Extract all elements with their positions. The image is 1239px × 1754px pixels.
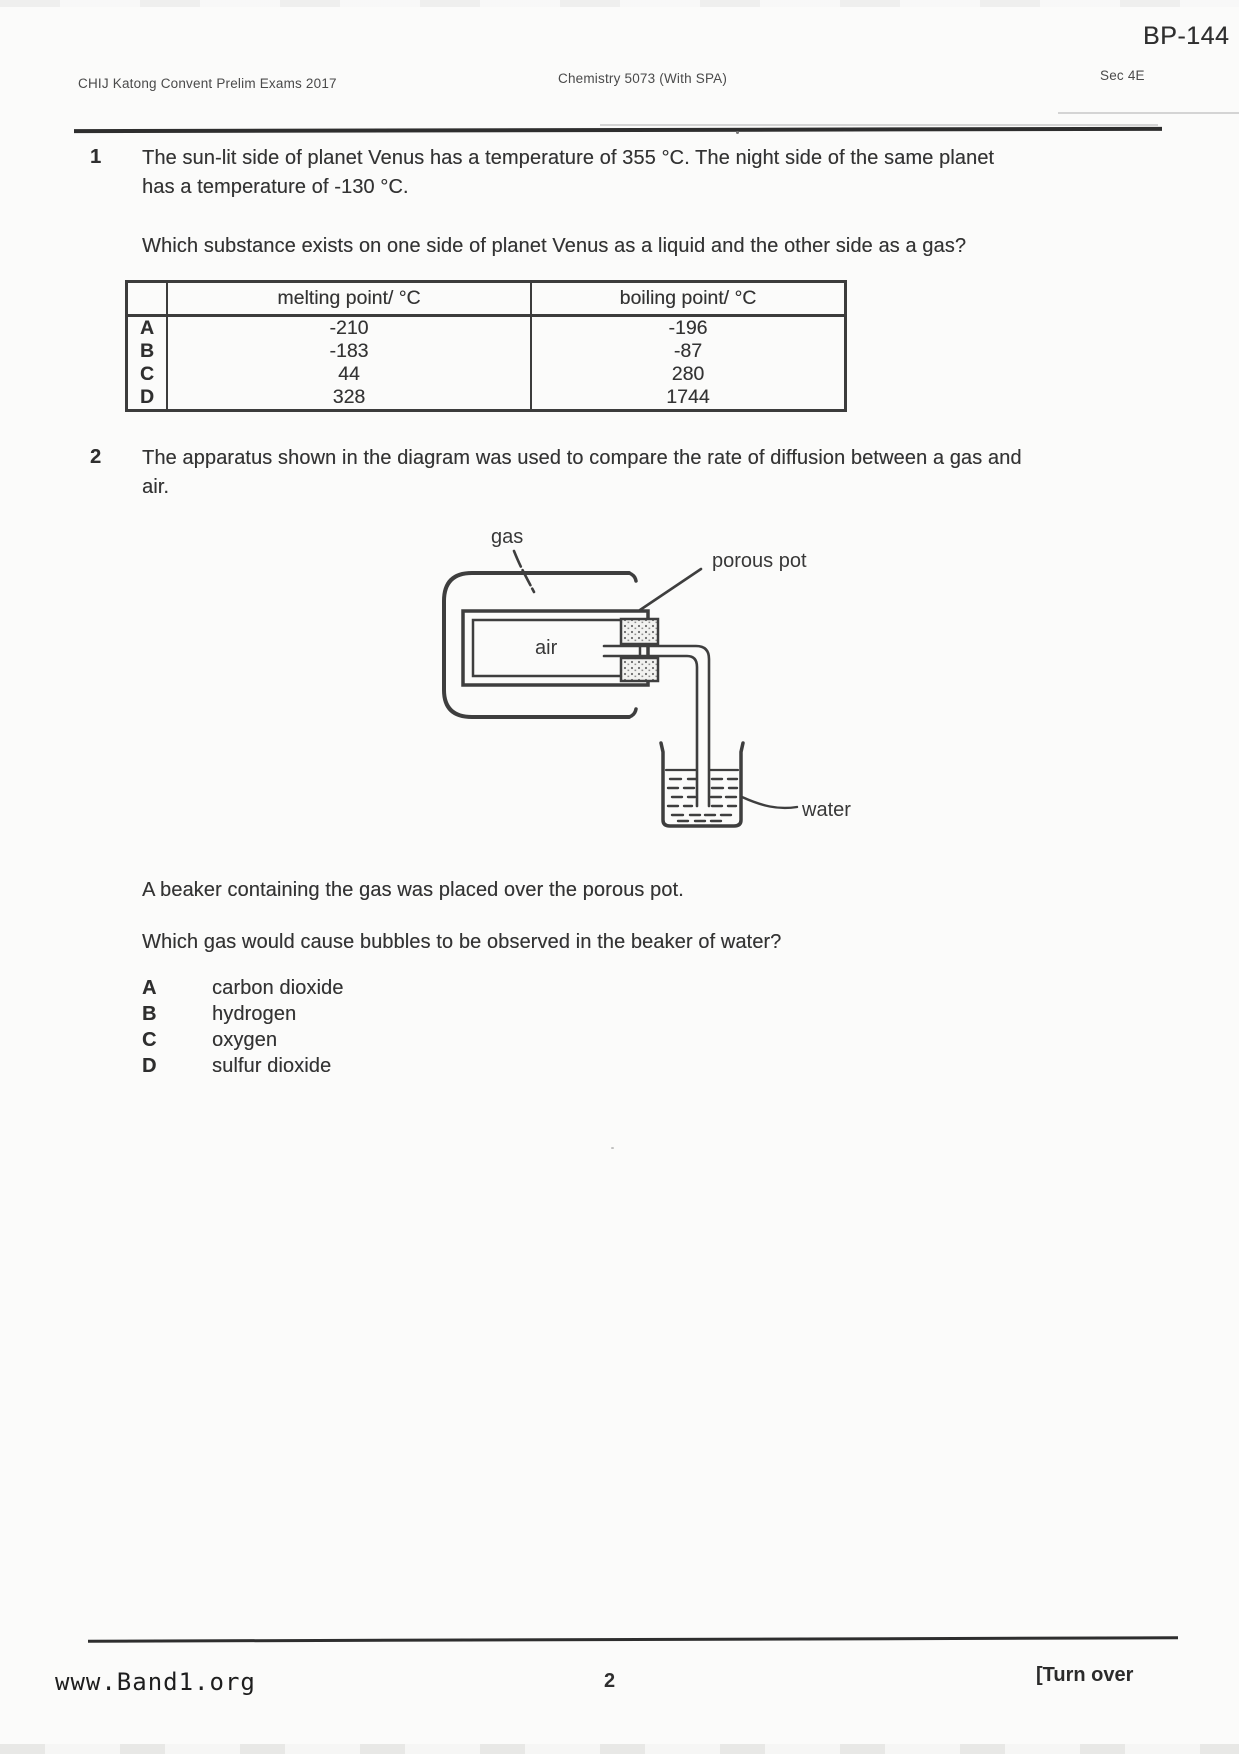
row-label: C: [139, 363, 155, 385]
page-number: 2: [604, 1670, 616, 1692]
option-row: [142, 1052, 157, 1081]
table-row: [127, 316, 846, 341]
porous-pot-label: porous pot: [712, 550, 807, 572]
q2-prompt: Which gas would cause bubbles to be observed in the beaker of water?: [142, 931, 782, 953]
option-text: carbon dioxide: [212, 977, 344, 999]
option-row: [142, 974, 157, 1003]
header-rule-echo2: [600, 124, 1158, 126]
apparatus-diagram: [420, 512, 880, 847]
header-rule-echo: [1058, 112, 1239, 114]
gas-jar-lip-top: [629, 573, 636, 581]
option-letter: A: [142, 977, 157, 999]
footer-rule: [88, 1636, 1178, 1642]
boiling-value: 280: [531, 363, 846, 386]
header-school: CHIJ Katong Convent Prelim Exams 2017: [78, 76, 337, 91]
option-row: [142, 1000, 157, 1029]
melting-value: 328: [167, 386, 531, 411]
option-letter: C: [142, 1029, 157, 1051]
table-row: [127, 386, 846, 411]
gas-jar-lip-bottom: [629, 709, 636, 717]
melting-value: 44: [167, 363, 531, 386]
stray-mark: [736, 131, 739, 134]
q1-text: [142, 144, 1142, 202]
q2-text-line2: air.: [142, 476, 170, 498]
porous-pot-pointer-line: [640, 569, 701, 610]
q1-text-line1: The sun-lit side of planet Venus has a temperature of 355 °C. The night side of the same planet: [142, 147, 995, 169]
turn-over-note: [Turn over: [1036, 1664, 1134, 1686]
table-header-blank: [127, 282, 168, 316]
header-subject: Chemistry 5073 (With SPA): [558, 71, 728, 86]
option-text: hydrogen: [212, 1003, 297, 1025]
melting-value: -183: [167, 340, 531, 363]
header-rule: [74, 127, 1162, 133]
q1-table: [125, 280, 847, 412]
scan-edge-top: [0, 0, 1239, 7]
option-text: sulfur dioxide: [212, 1055, 332, 1077]
stopper-bottom: [621, 658, 658, 681]
table-header-row: [127, 282, 846, 316]
table-header-melting: melting point/ °C: [167, 282, 531, 316]
q2-text: [142, 444, 1142, 502]
option-letter: D: [142, 1055, 157, 1077]
option-text: oxygen: [212, 1029, 278, 1051]
water-label: water: [802, 799, 851, 821]
water-pointer-line: [742, 797, 797, 808]
q2-statement: A beaker containing the gas was placed over the porous pot.: [142, 879, 684, 901]
table-header-boiling: boiling point/ °C: [531, 282, 846, 316]
scan-edge-bottom: [0, 1744, 1239, 1754]
q1-text-line2: has a temperature of -130 °C.: [142, 176, 409, 198]
air-label: air: [535, 637, 558, 659]
boiling-value: -196: [531, 316, 846, 341]
q2-text-line1: The apparatus shown in the diagram was used to compare the rate of diffusion between a gas and: [142, 447, 1022, 469]
stray-mark: [611, 1147, 614, 1149]
option-row: [142, 1026, 157, 1055]
row-label: B: [139, 340, 155, 362]
q2-number: 2: [90, 446, 102, 468]
booklet-code: BP-144: [1143, 22, 1230, 50]
header-class: Sec 4E: [1100, 68, 1145, 83]
gas-label: gas: [491, 526, 524, 548]
stopper-top: [621, 619, 658, 644]
option-letter: B: [142, 1003, 157, 1025]
table-row: [127, 363, 846, 386]
row-label: D: [139, 386, 155, 408]
row-label: A: [139, 317, 155, 339]
boiling-value: 1744: [531, 386, 846, 411]
table-row: [127, 340, 846, 363]
q1-number: 1: [90, 146, 102, 168]
melting-value: -210: [167, 316, 531, 341]
footer-site: www.Band1.org: [55, 1668, 256, 1696]
q1-prompt: Which substance exists on one side of planet Venus as a liquid and the other side as a gas?: [142, 235, 967, 257]
boiling-value: -87: [531, 340, 846, 363]
